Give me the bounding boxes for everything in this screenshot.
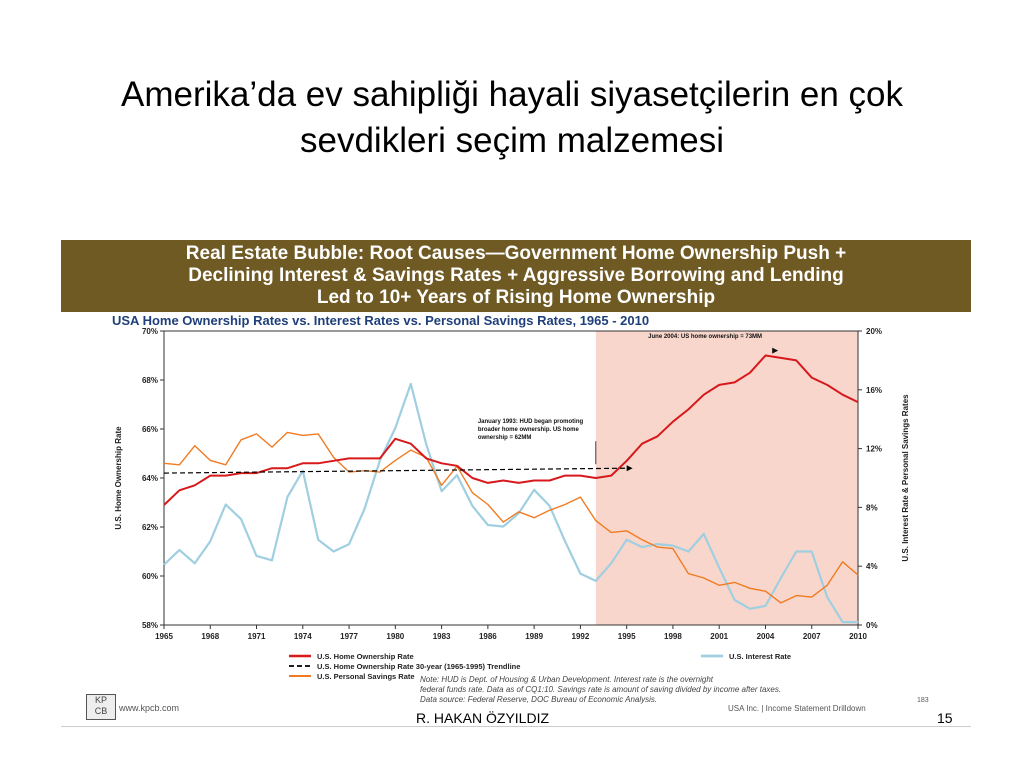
x-tick-label: 1989: [525, 632, 544, 641]
source-page-ref: 183: [917, 697, 929, 704]
x-tick-label: 2007: [802, 632, 821, 641]
source-note: [420, 675, 930, 705]
y-tick-label-right: 4%: [866, 562, 878, 572]
x-tick-label: 1965: [155, 632, 173, 641]
slide-title-line2: sevdikleri seçim malzemesi: [300, 121, 724, 160]
legend-label-savings: U.S. Personal Savings Rate: [317, 672, 415, 681]
x-tick-label: 1974: [293, 632, 312, 641]
author-name: R. HAKAN ÖZYILDIZ: [416, 710, 550, 726]
x-tick-label: 1971: [247, 632, 266, 641]
x-tick-label: 1998: [664, 632, 682, 641]
legend-label-trendline: U.S. Home Ownership Rate 30-year (1965-1995) Trendline: [317, 662, 521, 671]
x-tick-label: 1968: [201, 632, 220, 641]
y-tick-label-right: 12%: [866, 444, 883, 454]
y-tick-label-left: 58%: [141, 621, 158, 630]
chart-banner: [61, 240, 971, 312]
y-tick-label-right: 0%: [866, 621, 878, 630]
y-tick-label-left: 68%: [141, 376, 158, 385]
annotation-text: ownership = 62MM: [477, 435, 532, 442]
shaded-region: [596, 331, 858, 625]
x-tick-label: 1980: [386, 632, 405, 641]
x-tick-label: 1983: [432, 632, 451, 641]
x-tick-label: 2010: [849, 632, 867, 641]
page-number: 15: [937, 710, 953, 726]
y-tick-label-right: 20%: [866, 327, 883, 336]
y-tick-label-left: 60%: [141, 572, 158, 581]
annotation-text: January 1993: HUD began promoting: [477, 419, 584, 426]
y-axis-label-left: U.S. Home Ownership Rate: [114, 426, 123, 530]
annotation-text: June 2004: US home ownership = 73MM: [648, 334, 763, 340]
x-tick-label: 2004: [756, 632, 775, 641]
x-tick-label: 1995: [617, 632, 636, 641]
x-tick-label: 1986: [478, 632, 497, 641]
line-chart: [61, 312, 971, 726]
banner-line1: Real Estate Bubble: Root Causes—Government Home Ownership Push +: [185, 243, 847, 264]
logo-text-bottom: CB: [94, 706, 108, 716]
series-line-trendline: [164, 468, 627, 473]
source-credit: USA Inc. | Income Statement Drilldown: [728, 704, 866, 713]
y-tick-label-left: 66%: [141, 425, 158, 434]
y-tick-label-right: 16%: [866, 385, 883, 395]
x-tick-label: 1977: [340, 632, 358, 641]
legend-label-interest: U.S. Interest Rate: [729, 652, 792, 661]
slide-title-line1: Amerika’da ev sahipliği hayali siyasetçilerin en çok: [120, 75, 904, 114]
x-tick-label: 2001: [710, 632, 729, 641]
y-tick-label-left: 62%: [141, 523, 158, 532]
y-axis-label-right: U.S. Interest Rate & Personal Savings Rates: [901, 394, 910, 562]
y-tick-label-left: 70%: [141, 327, 158, 336]
source-url: www.kpcb.com: [119, 703, 180, 713]
chart-panel: [61, 312, 971, 727]
banner-line2: Declining Interest & Savings Rates + Aggressive Borrowing and Lending: [188, 265, 844, 286]
source-note-line2: federal funds rate. Data as of CQ1:10. Savings rate is amount of saving divided by income after taxes.: [420, 685, 782, 694]
chart-title: USA Home Ownership Rates vs. Interest Rates vs. Personal Savings Rates, 1965 - 2010: [112, 313, 650, 328]
legend-label-ownership: U.S. Home Ownership Rate: [317, 652, 414, 661]
logo-text-top: KP: [94, 695, 107, 705]
source-note-line1: Note: HUD is Dept. of Housing & Urban Development. Interest rate is the overnight: [420, 675, 714, 684]
x-tick-label: 1992: [571, 632, 590, 641]
y-tick-label-right: 8%: [866, 503, 878, 513]
y-tick-label-left: 64%: [141, 474, 158, 483]
slide-title: [40, 72, 984, 164]
source-note-line3: Data source: Federal Reserve, DOC Bureau of Economic Analysis.: [420, 695, 658, 704]
kpcb-logo: [86, 694, 116, 720]
annotation-text: broader home ownership. US home: [477, 427, 579, 434]
banner-line3: Led to 10+ Years of Rising Home Ownership: [316, 287, 716, 308]
